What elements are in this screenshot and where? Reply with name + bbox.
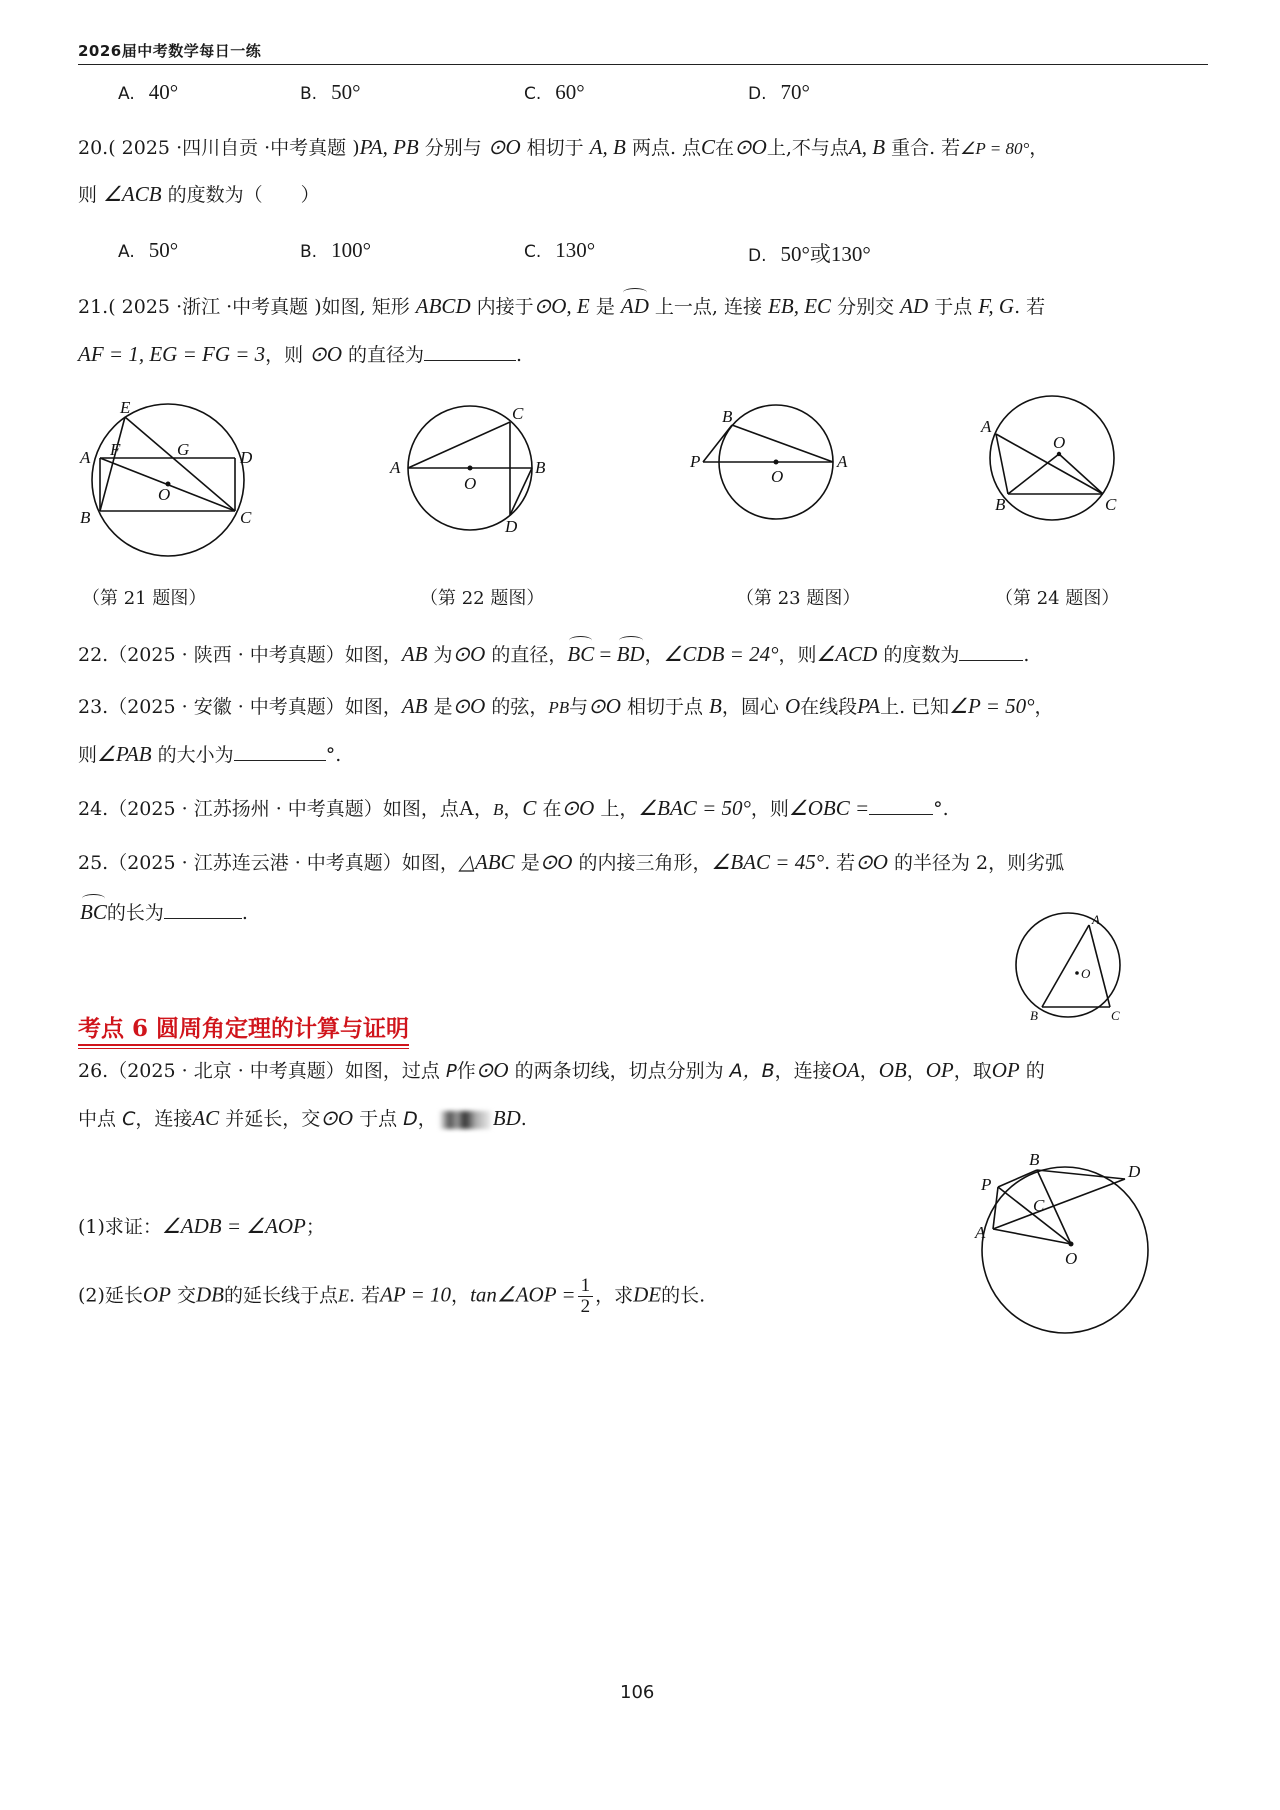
caption-fig-24: （第 24 题图）: [995, 588, 1120, 609]
text: 的度数为: [883, 644, 960, 666]
question-number: 26.: [78, 1060, 109, 1082]
math: ⊙O: [487, 135, 521, 159]
text: ，: [503, 798, 523, 820]
segment-pb: [998, 1170, 1037, 1187]
math: B: [493, 800, 504, 819]
q25-line-2: [80, 898, 248, 927]
math: A: [458, 796, 474, 820]
math: C: [122, 1108, 136, 1130]
text: 作: [456, 1060, 476, 1082]
option-value: 130°: [555, 238, 596, 262]
math: ∠P = 50°: [949, 694, 1035, 718]
q19-option-d: [748, 80, 810, 105]
q20-line-2: [78, 180, 320, 209]
option-value: 50°: [331, 80, 361, 104]
math: ⊙O, E: [533, 294, 590, 318]
text: 的长为: [106, 902, 164, 924]
math: ∠PAB: [97, 742, 152, 766]
label-p: P: [981, 1175, 992, 1194]
figure-22: [385, 395, 575, 545]
label-b: B: [535, 458, 546, 477]
label-d: D: [240, 448, 253, 467]
math: ⊙O: [588, 694, 621, 718]
question-source: （2025 · 江苏连云港 · 中考真题）: [108, 852, 402, 874]
math: ABCD: [415, 294, 471, 318]
q20-line-1: [78, 133, 1048, 163]
text: ，: [1029, 137, 1049, 159]
math: OP: [991, 1058, 1020, 1082]
label-a: A: [975, 1223, 986, 1242]
text: 如图，: [344, 644, 402, 666]
segment-ab: [996, 434, 1008, 494]
text: (1)求证：: [78, 1216, 162, 1238]
question-source: （2025 · 北京 · 中考真题）: [108, 1060, 345, 1082]
math: C: [522, 796, 537, 820]
option-letter: D.: [748, 246, 767, 266]
q20-option-b: [300, 238, 371, 263]
text: ；: [305, 1216, 325, 1238]
label-c: C: [1111, 1008, 1120, 1023]
math: ∠BAC = 45°: [711, 850, 825, 874]
text: 的两条切线，切点分别为: [514, 1060, 724, 1082]
option-value: 40°: [148, 80, 179, 104]
text: 于点: [934, 296, 973, 318]
label-o: O: [158, 485, 171, 504]
option-letter: C.: [524, 84, 542, 104]
text: 在: [715, 137, 735, 159]
q26-line-2: [78, 1104, 527, 1133]
math: D: [403, 1108, 418, 1130]
q20-option-a: [118, 238, 178, 263]
label-b: B: [995, 495, 1006, 514]
text: . 若: [1014, 296, 1046, 318]
option-letter: A.: [118, 242, 135, 262]
text: °.: [933, 798, 949, 820]
label-a: A: [80, 448, 91, 467]
center-dot: [1057, 452, 1061, 456]
center-dot: [468, 466, 473, 471]
option-letter: A.: [118, 84, 135, 104]
label-a: A: [1092, 912, 1100, 927]
math: AB: [401, 694, 428, 718]
math: ⊙O: [539, 850, 573, 874]
label-o: O: [771, 467, 784, 486]
text: 内接于: [476, 296, 534, 318]
label-g: G: [177, 440, 190, 459]
center-dot: [1075, 971, 1079, 975]
question-number: 20.: [78, 137, 109, 159]
question-number: 23.: [78, 696, 109, 718]
text: 如图, 矩形: [321, 296, 410, 318]
math: O: [784, 694, 801, 718]
math: △ABC: [458, 850, 515, 874]
text: 重合. 若: [891, 137, 961, 159]
text: 是: [595, 296, 615, 318]
text: .: [520, 1108, 527, 1130]
math: EB, EC: [768, 294, 832, 318]
text: 中点: [78, 1108, 117, 1130]
answer-blank[interactable]: [869, 796, 933, 815]
q21-line-1: [78, 292, 1045, 321]
label-c: C: [1105, 495, 1117, 514]
text: 的大小为: [157, 744, 234, 766]
math: ⊙O: [452, 642, 486, 666]
text: .: [1023, 644, 1030, 666]
text: 如图，: [401, 852, 459, 874]
math: PA, PB: [359, 135, 419, 159]
text: .: [241, 902, 248, 924]
math: ∠ADB = ∠AOP: [161, 1214, 306, 1238]
q19-option-c: [524, 80, 585, 105]
option-value: 70°: [780, 80, 810, 104]
question-source: （2025 · 陕西 · 中考真题）: [108, 644, 345, 666]
math: =: [594, 642, 617, 666]
q25-line-1: [78, 848, 1064, 877]
text: 的: [1025, 1060, 1045, 1082]
math: ⊙O: [561, 796, 595, 820]
label-b: B: [1029, 1150, 1040, 1169]
text: (2)延长: [78, 1284, 143, 1307]
text: ，求: [595, 1284, 634, 1307]
q22-line: [78, 640, 1029, 669]
label-b: B: [1030, 1008, 1038, 1023]
text: 上. 已知: [880, 696, 950, 718]
option-letter: B.: [300, 84, 318, 104]
text: 是: [520, 852, 540, 874]
math: A，B: [729, 1060, 775, 1082]
text: 在线段: [800, 696, 858, 718]
q21-line-2: [78, 340, 522, 369]
question-number: 22.: [78, 644, 109, 666]
text: 相切于: [526, 137, 584, 159]
label-c: C: [1033, 1196, 1045, 1215]
text: 如图，: [344, 696, 402, 718]
circle-o: [1016, 913, 1120, 1017]
option-letter: D.: [748, 84, 767, 104]
answer-blank[interactable]: [234, 742, 326, 761]
text: ，则: [750, 798, 789, 820]
label-d: D: [505, 517, 518, 536]
option-letter: B.: [300, 242, 318, 262]
segment-eb: [100, 417, 125, 511]
math: E: [338, 1285, 349, 1306]
arc-math: BC: [80, 900, 107, 924]
segment-db: [510, 468, 532, 515]
option-value: 50°: [148, 238, 179, 262]
text: 在: [542, 798, 562, 820]
label-b: B: [722, 407, 733, 426]
circle-o: [990, 396, 1114, 520]
segment-ao: [993, 1229, 1071, 1244]
answer-paren: 的度数为（ ）: [167, 184, 320, 206]
label-o: O: [464, 474, 477, 493]
math: OP: [142, 1282, 171, 1307]
math: ⊙O: [320, 1106, 354, 1130]
page-header-title: 2026届中考数学每日一练: [78, 42, 262, 60]
text: ，取: [953, 1060, 992, 1082]
option-value: 100°: [331, 238, 371, 262]
answer-blank[interactable]: [959, 642, 1023, 661]
text: ，: [417, 1108, 437, 1130]
math: ∠ACD: [816, 642, 878, 666]
math: C: [701, 135, 716, 159]
figure-26: [965, 1145, 1165, 1335]
text: 的直径为: [348, 344, 425, 366]
option-letter: C.: [524, 242, 542, 262]
text: 如图，过点: [344, 1060, 440, 1082]
text: 上一点, 连接: [654, 296, 763, 318]
arc-math: BD: [616, 642, 645, 666]
text: 并延长，交: [225, 1108, 321, 1130]
text: ，则: [265, 344, 304, 366]
math: A, B: [589, 135, 626, 159]
figure-25: [1010, 910, 1140, 1025]
label-o: O: [1053, 433, 1066, 452]
text: 与: [569, 696, 589, 718]
math: B: [709, 694, 722, 718]
segment-ac: [996, 434, 1103, 494]
text: . 若: [824, 852, 856, 874]
question-number: 24.: [78, 798, 109, 820]
math: ⊙O: [452, 694, 486, 718]
math: P: [445, 1061, 457, 1082]
center-dot: [774, 460, 779, 465]
arc-math: BC: [567, 642, 595, 666]
question-source: ( 2025 ·浙江 ·中考真题 ): [108, 296, 322, 318]
text: .: [516, 344, 523, 366]
text: 则: [78, 744, 98, 766]
math: ⊙O: [309, 342, 342, 366]
segment-oc: [1059, 454, 1103, 494]
label-c: C: [240, 508, 252, 527]
math: AP = 10: [380, 1282, 452, 1307]
text: 的内接三角形，: [578, 852, 712, 874]
label-d: D: [1128, 1162, 1141, 1181]
figure-24: [975, 390, 1145, 535]
arc-math: AD: [620, 294, 649, 318]
math: tan∠AOP =: [470, 1282, 576, 1307]
caption-fig-23: （第 23 题图）: [736, 588, 861, 609]
text: 的长.: [661, 1284, 706, 1307]
answer-blank[interactable]: [164, 900, 242, 919]
math: ∠BAC = 50°: [638, 796, 751, 820]
math: PA: [857, 694, 881, 718]
label-c: C: [512, 404, 524, 423]
q20-option-c: [524, 238, 595, 263]
math: OB: [878, 1058, 907, 1082]
section-title: 考点 6 圆周角定理的计算与证明: [78, 1010, 409, 1046]
caption-fig-22: （第 22 题图）: [420, 588, 545, 609]
text: 上,不与点: [766, 137, 849, 159]
center-dot: [1069, 1242, 1074, 1247]
fraction-denominator: 2: [580, 1296, 591, 1317]
text: ，连接: [774, 1060, 832, 1082]
text: 则: [78, 184, 98, 206]
text: ，: [906, 1060, 926, 1082]
text: 的半径为 2，则劣弧: [894, 852, 1065, 874]
q26-part-1: [78, 1212, 325, 1241]
text: 分别交: [837, 296, 895, 318]
text: ，: [451, 1284, 471, 1307]
math: ⊙O: [734, 135, 767, 159]
text: 上，: [600, 798, 639, 820]
math: PB: [548, 698, 570, 717]
q26-line-1: [78, 1056, 1045, 1086]
text: 的弦，: [491, 696, 549, 718]
text: 于点: [359, 1108, 398, 1130]
math: AD: [900, 294, 929, 318]
label-f: F: [110, 440, 121, 459]
label-a: A: [981, 417, 992, 436]
q19-option-a: [118, 80, 178, 105]
text: 两点. 点: [631, 137, 702, 159]
q26-part-2: [78, 1276, 705, 1317]
redacted-text: [439, 1111, 491, 1129]
text: 为: [433, 644, 453, 666]
text: ，: [644, 644, 664, 666]
math: DB: [195, 1282, 224, 1307]
q24-line: [78, 794, 949, 824]
math: F, G: [978, 294, 1015, 318]
text: 的延长线于点: [223, 1284, 338, 1307]
segment-ba: [732, 425, 833, 462]
answer-blank[interactable]: [424, 342, 516, 361]
text: 是: [433, 696, 453, 718]
math: ⊙O: [855, 850, 888, 874]
segment-pb: [703, 425, 732, 462]
fraction-one-half: [578, 1276, 594, 1317]
segment-ac: [1089, 925, 1110, 1007]
text: ，: [859, 1060, 879, 1082]
math: AF = 1, EG = FG = 3: [78, 342, 266, 366]
option-value: 60°: [555, 80, 585, 104]
figure-23: [670, 395, 870, 525]
segment-ob: [1008, 454, 1059, 494]
label-e: E: [120, 398, 131, 417]
text: °.: [325, 744, 342, 766]
page-number: 106: [620, 1682, 655, 1703]
text: . 若: [349, 1284, 381, 1307]
q19-option-b: [300, 80, 360, 105]
caption-fig-21: （第 21 题图）: [82, 588, 207, 609]
question-source: （2025 · 江苏扬州 · 中考真题）: [108, 798, 383, 820]
segment-ec: [125, 417, 235, 511]
math: ∠P = 80°: [960, 139, 1030, 158]
math: OP: [925, 1058, 954, 1082]
q20-option-d: [748, 238, 871, 268]
figure-21: [70, 395, 270, 565]
option-value: 50°或130°: [780, 242, 871, 266]
circle-o: [92, 404, 244, 556]
text: ，则: [778, 644, 817, 666]
question-source: （2025 · 安徽 · 中考真题）: [108, 696, 345, 718]
text: 交: [176, 1284, 196, 1307]
text: 如图，点: [382, 798, 459, 820]
text: ，: [474, 798, 494, 820]
math: DE: [633, 1282, 662, 1307]
math: AC: [192, 1106, 220, 1130]
text: ，圆心: [721, 696, 779, 718]
fraction-numerator: 1: [578, 1276, 594, 1297]
math: BD: [492, 1106, 521, 1130]
text: 相切于点: [626, 696, 703, 718]
label-b: B: [80, 508, 91, 527]
math: ∠ACB: [103, 182, 162, 206]
math: A, B: [848, 135, 886, 159]
math: ∠CDB = 24°: [663, 642, 779, 666]
label-a: A: [837, 452, 848, 471]
text: ，连接: [135, 1108, 193, 1130]
label-o: O: [1081, 966, 1091, 981]
label-a: A: [390, 458, 401, 477]
text: ，: [1034, 696, 1054, 718]
text: 的直径，: [491, 644, 568, 666]
math: AB: [401, 642, 428, 666]
segment-bd: [1037, 1170, 1125, 1179]
question-source: ( 2025 ·四川自贡 ·中考真题 ): [108, 137, 360, 159]
text: 分别与: [424, 137, 482, 159]
question-number: 25.: [78, 852, 109, 874]
math: ⊙O: [475, 1058, 509, 1082]
q23-line-1: [78, 692, 1054, 722]
math: ∠OBC =: [788, 796, 870, 820]
math: OA: [831, 1058, 860, 1082]
q23-line-2: [78, 740, 341, 769]
label-p: P: [690, 452, 701, 471]
segment-ac: [408, 422, 510, 468]
label-o: O: [1065, 1249, 1078, 1268]
question-number: 21.: [78, 296, 109, 318]
header-divider: [78, 64, 1208, 65]
